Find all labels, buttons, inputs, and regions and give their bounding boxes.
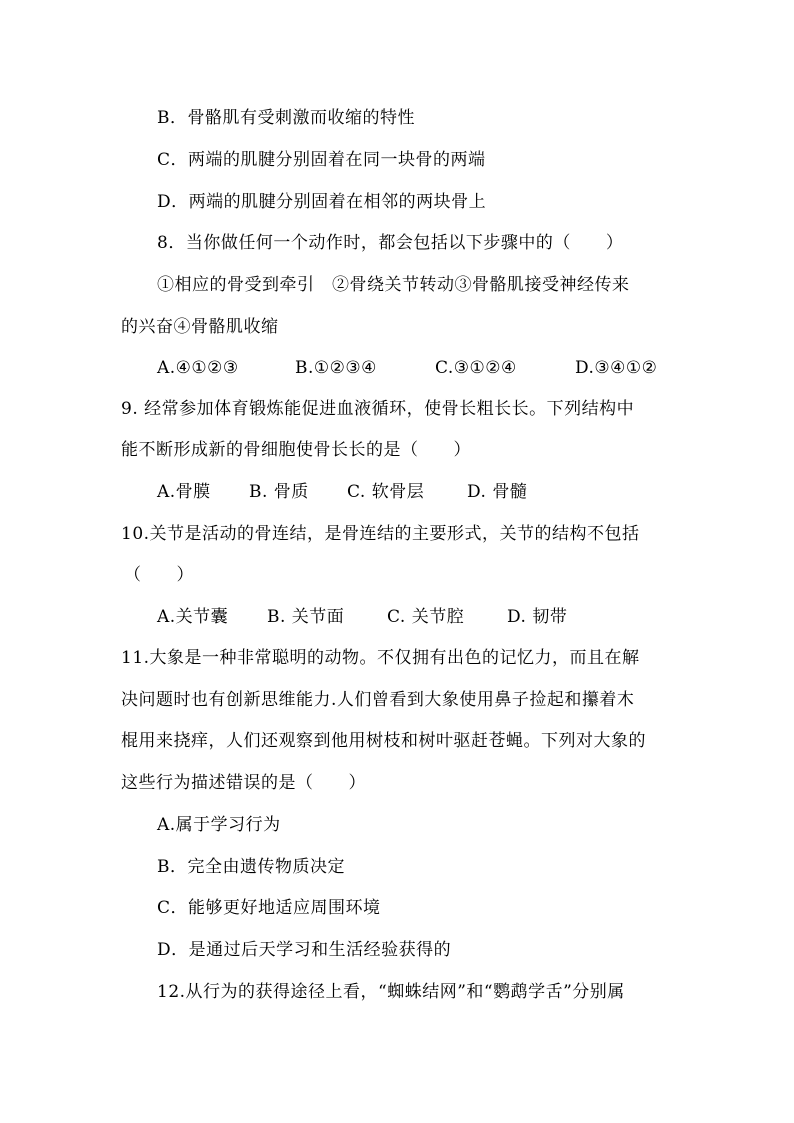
q8-steps-line1: ①相应的骨受到牵引 ②骨绕关节转动③骨骼肌接受神经传来: [157, 275, 630, 295]
q11-stem-line2: 决问题时也有创新思维能力.人们曾看到大象使用鼻子捡起和攥着木: [121, 690, 635, 710]
q8-option-c: C.③①②④: [435, 358, 517, 378]
q7-option-b: B．骨骼肌有受刺激而收缩的特性: [157, 108, 415, 128]
q7-option-d: D．两端的肌腱分别固着在相邻的两块骨上: [157, 192, 487, 212]
q7-option-c: C．两端的肌腱分别固着在同一块骨的两端: [157, 150, 486, 170]
q11-option-a: A.属于学习行为: [157, 815, 281, 835]
q11-stem-line3: 棍用来挠痒，人们还观察到他用树枝和树叶驱赶苍蝇。下列对大象的: [121, 731, 646, 751]
q9-stem-line1: 9. 经常参加体育锻炼能促进血液循环，使骨长粗长长。下列结构中: [121, 399, 635, 419]
q11-stem-line1: 11.大象是一种非常聪明的动物。不仅拥有出色的记忆力，而且在解: [121, 648, 640, 668]
q11-option-d: D．是通过后天学习和生活经验获得的: [157, 940, 452, 960]
q8-option-d: D.③④①②: [575, 358, 658, 378]
q10-stem-line1: 10.关节是活动的骨连结，是骨连结的主要形式，关节的结构不包括: [121, 524, 640, 544]
q8-steps-line2: 的兴奋④骨骼肌收缩: [121, 317, 279, 337]
q9-options: [157, 481, 527, 503]
q10-option-d: D. 韧带: [507, 607, 568, 627]
q10-stem-line2: （ ）: [124, 565, 194, 585]
q11-stem-line4: 这些行为描述错误的是（ ）: [121, 773, 366, 793]
q10-options: [157, 606, 567, 628]
q9-option-b: B. 骨质: [249, 482, 309, 502]
q10-option-b: B. 关节面: [267, 607, 345, 627]
q8-option-b: B.①②③④: [295, 358, 377, 378]
q10-option-c: C. 关节腔: [387, 607, 465, 627]
q11-option-c: C．能够更好地适应周围环境: [157, 898, 381, 918]
q11-option-b: B．完全由遗传物质决定: [157, 857, 345, 877]
q8-options: [157, 357, 657, 379]
q9-stem-line2: 能不断形成新的骨细胞使骨长长的是（ ）: [121, 440, 471, 460]
q8-stem: 8．当你做任何一个动作时，都会包括以下步骤中的（ ）: [157, 233, 624, 253]
q8-option-a: A.④①②③: [157, 358, 239, 378]
q9-option-c: C. 软骨层: [347, 482, 425, 502]
q9-option-d: D. 骨髓: [467, 482, 528, 502]
q12-stem-line1: 12.从行为的获得途径上看，“蜘蛛结网”和“鹦鹉学舌”分别属: [157, 982, 625, 1002]
q9-option-a: A.骨膜: [157, 482, 211, 502]
q10-option-a: A.关节囊: [157, 607, 229, 627]
